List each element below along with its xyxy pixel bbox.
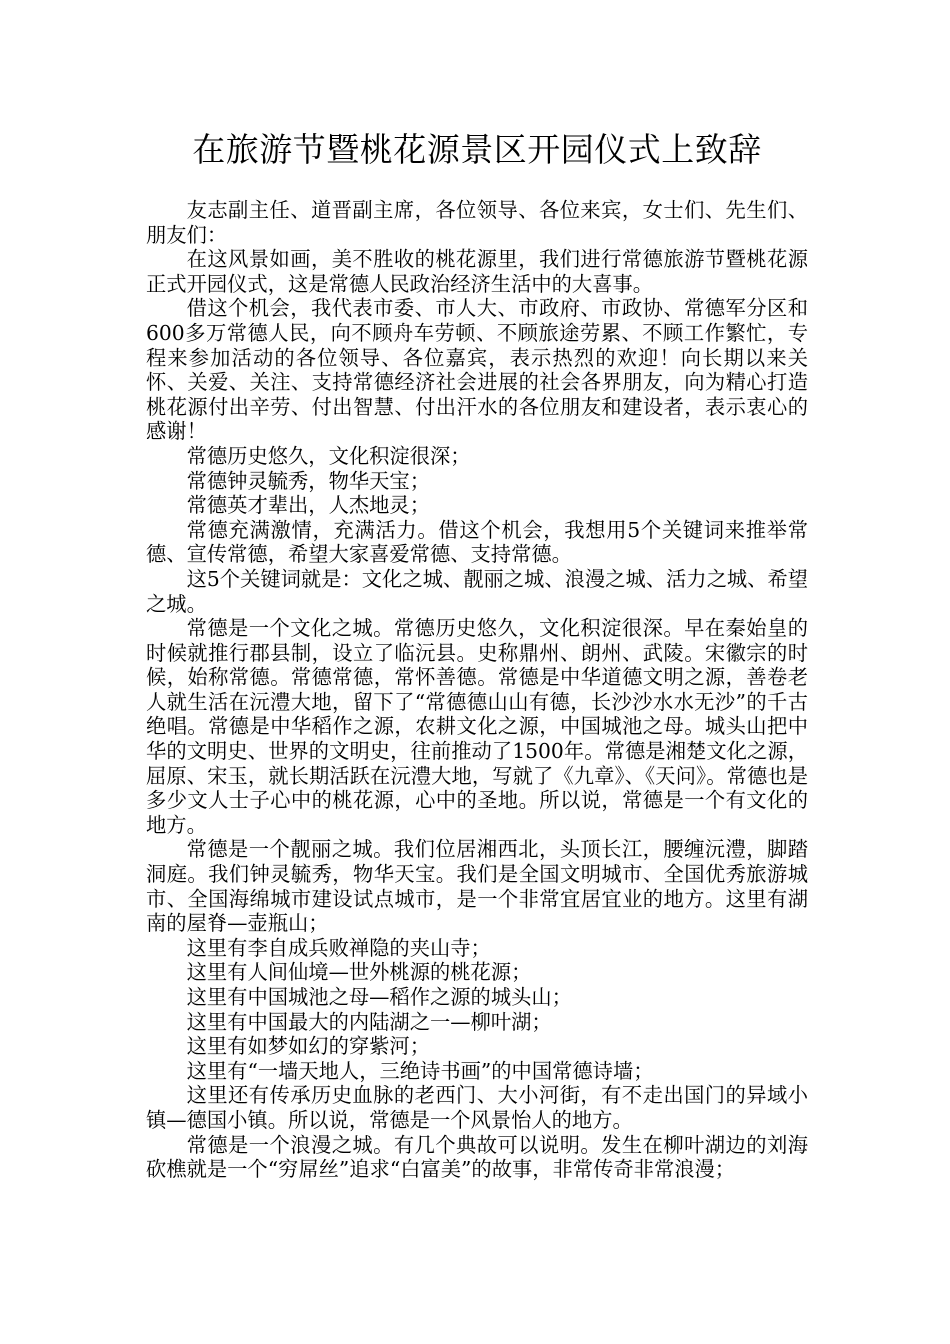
paragraph: 常德历史悠久，文化积淀很深； (186, 443, 471, 468)
paragraph: 常德是一个靓丽之城。我们位居湘西北，头顶长江，腰缠沅澧，脚踏洞庭。我们钟灵毓秀，物华天宝。我们是全国文明城市、全国优秀旅游城市、全国海绵城市建设试点城市，是一个非常宜居宜业的地方。这里有湖南的屋脊—壶瓶山； (146, 837, 808, 936)
paragraph: 借这个机会，我代表市委、市人大、市政府、市政协、常德军分区和600多万常德人民，向不顾舟车劳顿、不顾旅途劳累、不顾工作繁忙，专程来参加活动的各位领导、各位嘉宾，表示热烈的欢迎！向长期以来关怀、关爱、关注、支持常德经济社会进展的社会各界朋友，向为精心打造桃花源付出辛劳、付出智慧、付出汗水的各位朋友和建设者，表示衷心的感谢！ (146, 296, 808, 444)
paragraph: 常德英才辈出，人杰地灵； (186, 493, 430, 518)
paragraph: 常德钟灵毓秀，物华天宝； (186, 468, 430, 493)
paragraph: 常德是一个文化之城。常德历史悠久，文化积淀很深。早在秦始皇的时候就推行郡县制，设立了临沅县。史称鼎州、朗州、武陵。宋徽宗的时候，始称常德。常德常德，常怀善德。常德是中华道德文明之源，善卷老人就生活在沅澧大地，留下了“常德德山山有德，长沙沙水水无沙”的千古绝唱。常德是中华稻作之源，农耕文化之源，中国城池之母。城头山把中华的文明史、世界的文明史，往前推动了1500年。常德是湘楚文化之源，屈原、宋玉，就长期活跃在沅澧大地，写就了《九章》、《天问》。常德也是多少文人士子心中的桃花源，心中的圣地。所以说，常德是一个有文化的地方。 (146, 616, 808, 837)
document-body (146, 198, 808, 1182)
paragraph: 友志副主任、道晋副主席，各位领导、各位来宾，女士们、先生们、朋友们： (146, 198, 808, 247)
paragraph: 这5个关键词就是：文化之城、靓丽之城、浪漫之城、活力之城、希望之城。 (146, 566, 808, 616)
page-title: 在旅游节暨桃花源景区开园仪式上致辞 (192, 130, 762, 169)
paragraph: 常德充满激情，充满活力。借这个机会，我想用5个关键词来推举常德、宣传常德，希望大家喜爱常德、支持常德。 (146, 517, 808, 567)
paragraph: 在这风景如画，美不胜收的桃花源里，我们进行常德旅游节暨桃花源正式开园仪式，这是常德人民政治经济生活中的大喜事。 (146, 247, 808, 296)
paragraph: 常德是一个浪漫之城。有几个典故可以说明。发生在柳叶湖边的刘海砍樵就是一个“穷屌丝”追求“白富美”的故事，非常传奇非常浪漫； (146, 1132, 808, 1182)
paragraph: 这里有人间仙境—世外桃源的桃花源； (186, 960, 532, 985)
paragraph: 这里有中国最大的内陆湖之一—柳叶湖； (186, 1009, 552, 1034)
paragraph: 这里还有传承历史血脉的老西门、大小河街，有不走出国门的异域小镇—德国小镇。所以说，常德是一个风景怡人的地方。 (146, 1083, 808, 1132)
paragraph: 这里有“一墙天地人，三绝诗书画”的中国常德诗墙； (186, 1058, 654, 1083)
paragraph: 这里有中国城池之母—稻作之源的城头山； (186, 985, 572, 1009)
document-page (146, 128, 808, 1182)
paragraph: 这里有李自成兵败禅隐的夹山寺； (186, 935, 491, 960)
paragraph: 这里有如梦如幻的穿紫河； (186, 1034, 430, 1059)
